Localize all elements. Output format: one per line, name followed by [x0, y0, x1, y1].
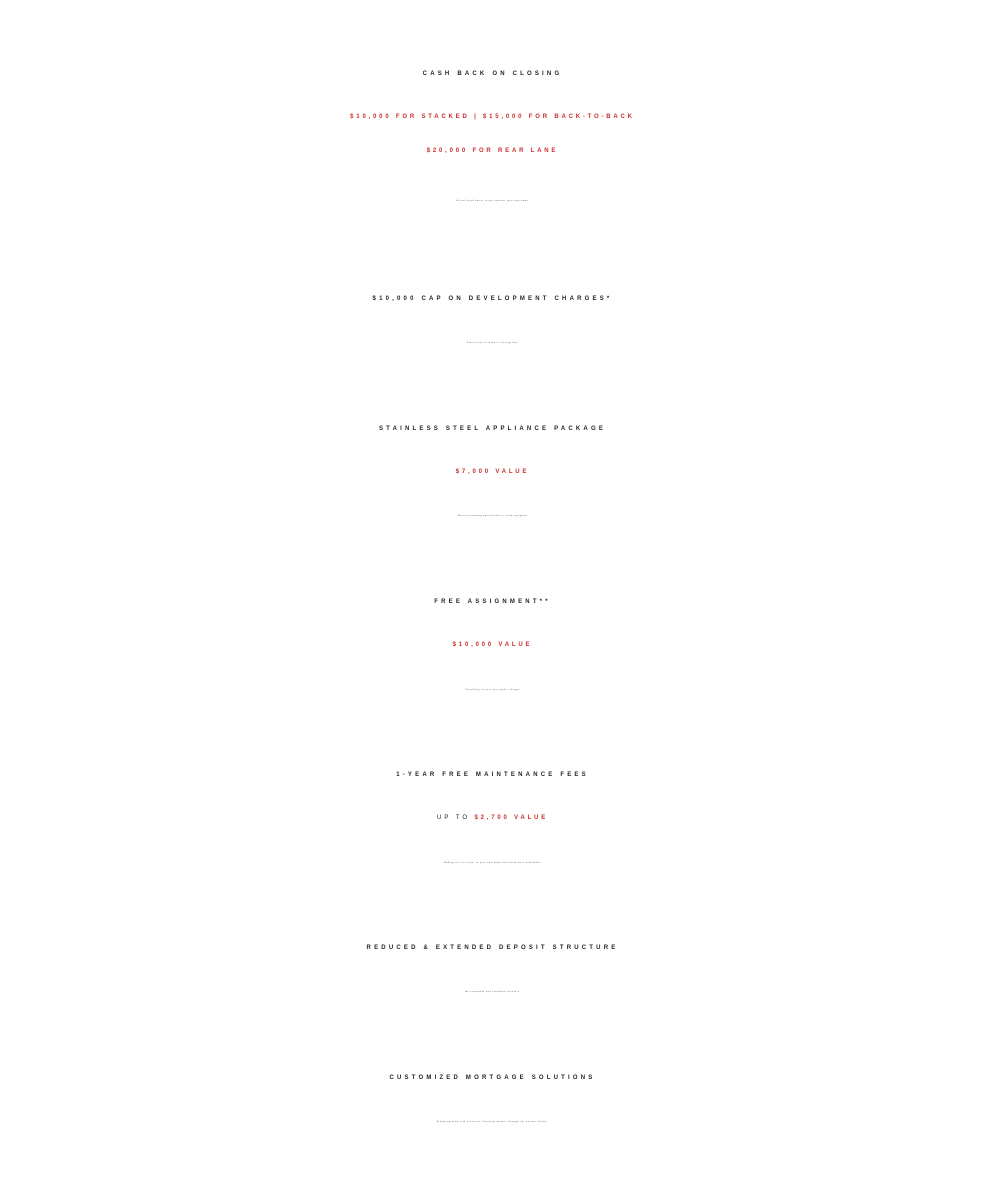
cash-back-value-line1: $10,000 FOR STACKED | $15,000 FOR BACK-TO-BACK [350, 114, 635, 120]
cash-back-description: A cash back bonus to put towards your new home [456, 200, 529, 202]
appliances-description: Move-in knowing your kitchen is fully equipped [458, 515, 527, 517]
deposit-description: An attainable and extended structure [465, 991, 520, 993]
assignment-value: $10,000 VALUE [452, 642, 533, 648]
appliances-title: STAINLESS STEEL APPLIANCE PACKAGE [378, 426, 607, 432]
dev-charges-title: $10,000 CAP ON DEVELOPMENT CHARGES* [372, 296, 613, 302]
cash-back-value-line2: $20,000 FOR REAR LANE [426, 148, 559, 154]
deposit-title: REDUCED & EXTENDED DEPOSIT STRUCTURE [366, 945, 619, 951]
maintenance-value-line [0, 815, 985, 821]
mortgage-title: CUSTOMIZED MORTGAGE SOLUTIONS [389, 1075, 596, 1081]
maintenance-title: 1-YEAR FREE MAINTENANCE FEES [396, 772, 589, 778]
maintenance-value: $2,700 VALUE [474, 815, 548, 821]
appliances-value: $7,000 VALUE [455, 469, 530, 475]
assignment-title: FREE ASSIGNMENT** [434, 599, 551, 605]
maintenance-description: Making the first year in your new home that much more affordable [444, 862, 541, 864]
assignment-description: Flexibility in case your goals change [465, 689, 520, 691]
maintenance-value-prefix: UP TO [437, 815, 471, 821]
mortgage-description: A helping hand with exclusive financing options through our partner lender. [436, 1121, 548, 1123]
dev-charges-description: Extra piece of mind at closing time [466, 342, 519, 344]
cash-back-title: CASH BACK ON CLOSING [422, 71, 563, 77]
